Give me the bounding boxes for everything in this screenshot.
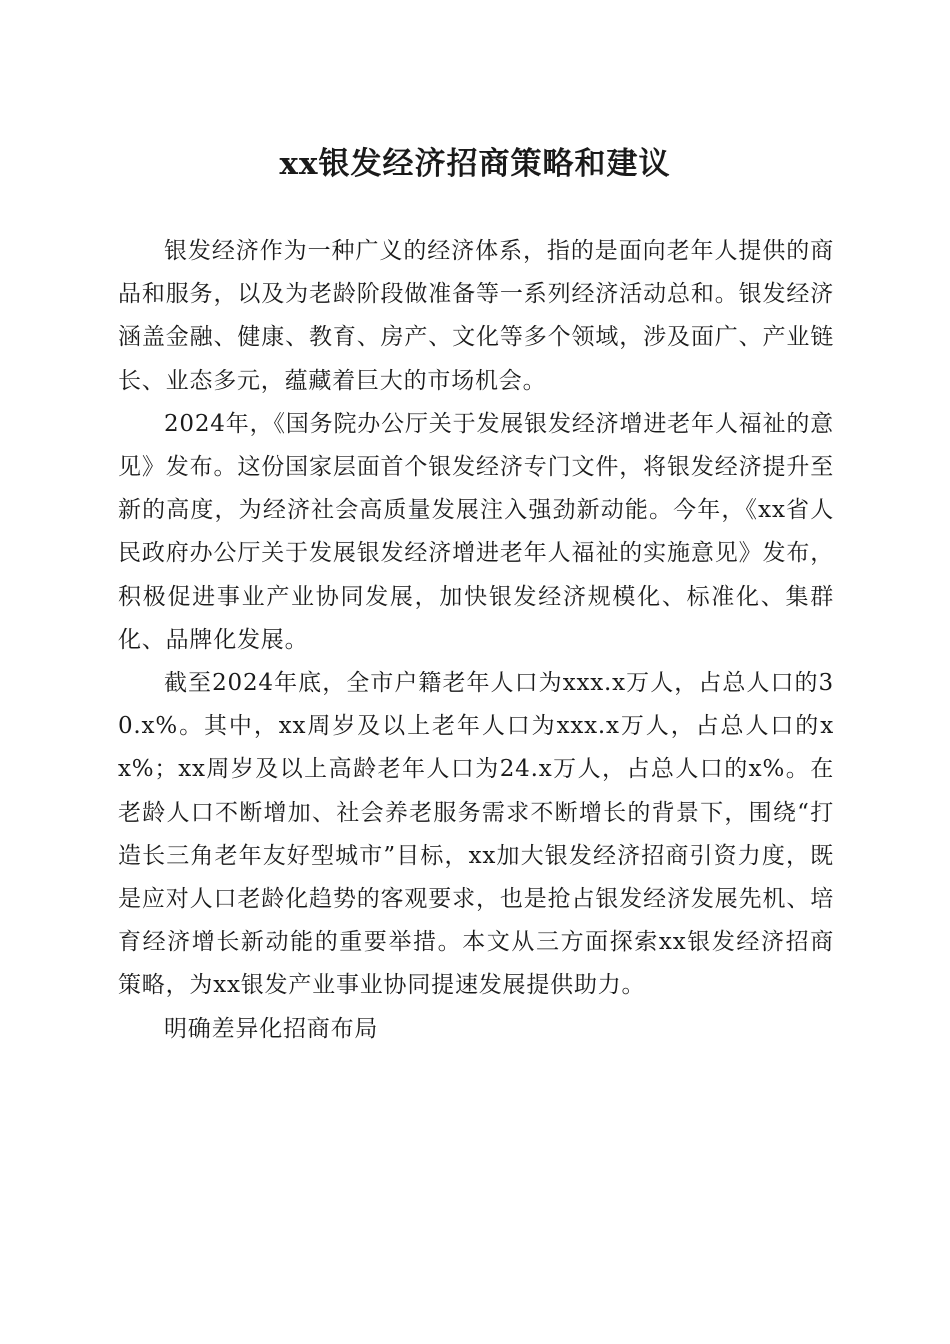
paragraph-population: 截至2024年底，全市户籍老年人口为xxx.x万人，占总人口的30.x%。其中，xx周岁及以上老年人口为xxx.x万人，占总人口的xx%；xx周岁及以上高龄老年人口为24.x万人，占总人口的x%。在老龄人口不断增加、社会养老服务需求不断增长的背景下，围绕“打造长三角老年友好型城市”目标，xx加大银发经济招商引资力度，既是应对人口老龄化趋势的客观要求，也是抢占银发经济发展先机、培育经济增长新动能的重要举措。本文从三方面探索xx银发经济招商策略，为xx银发产业事业协同提速发展提供助力。 [118,670,834,999]
paragraph-policy: 2024年，《国务院办公厅关于发展银发经济增进老年人福祉的意见》发布。这份国家层面首个银发经济专门文件，将银发经济提升至新的高度，为经济社会高质量发展注入强劲新动能。今年，《xx省人民政府办公厅关于发展银发经济增进老年人福祉的实施意见》发布，积极促进事业产业协同发展，加快银发经济规模化、标准化、集群化、品牌化发展。 [118,410,834,653]
document-body [118,230,834,1051]
paragraph-intro: 银发经济作为一种广义的经济体系，指的是面向老年人提供的商品和服务，以及为老龄阶段做准备等一系列经济活动总和。银发经济涵盖金融、健康、教育、房产、文化等多个领域，涉及面广、产业链长、业态多元，蕴藏着巨大的市场机会。 [118,238,834,394]
section-heading: 明确差异化招商布局 [164,1015,379,1042]
document-title: xx银发经济招商策略和建议 [279,146,671,182]
